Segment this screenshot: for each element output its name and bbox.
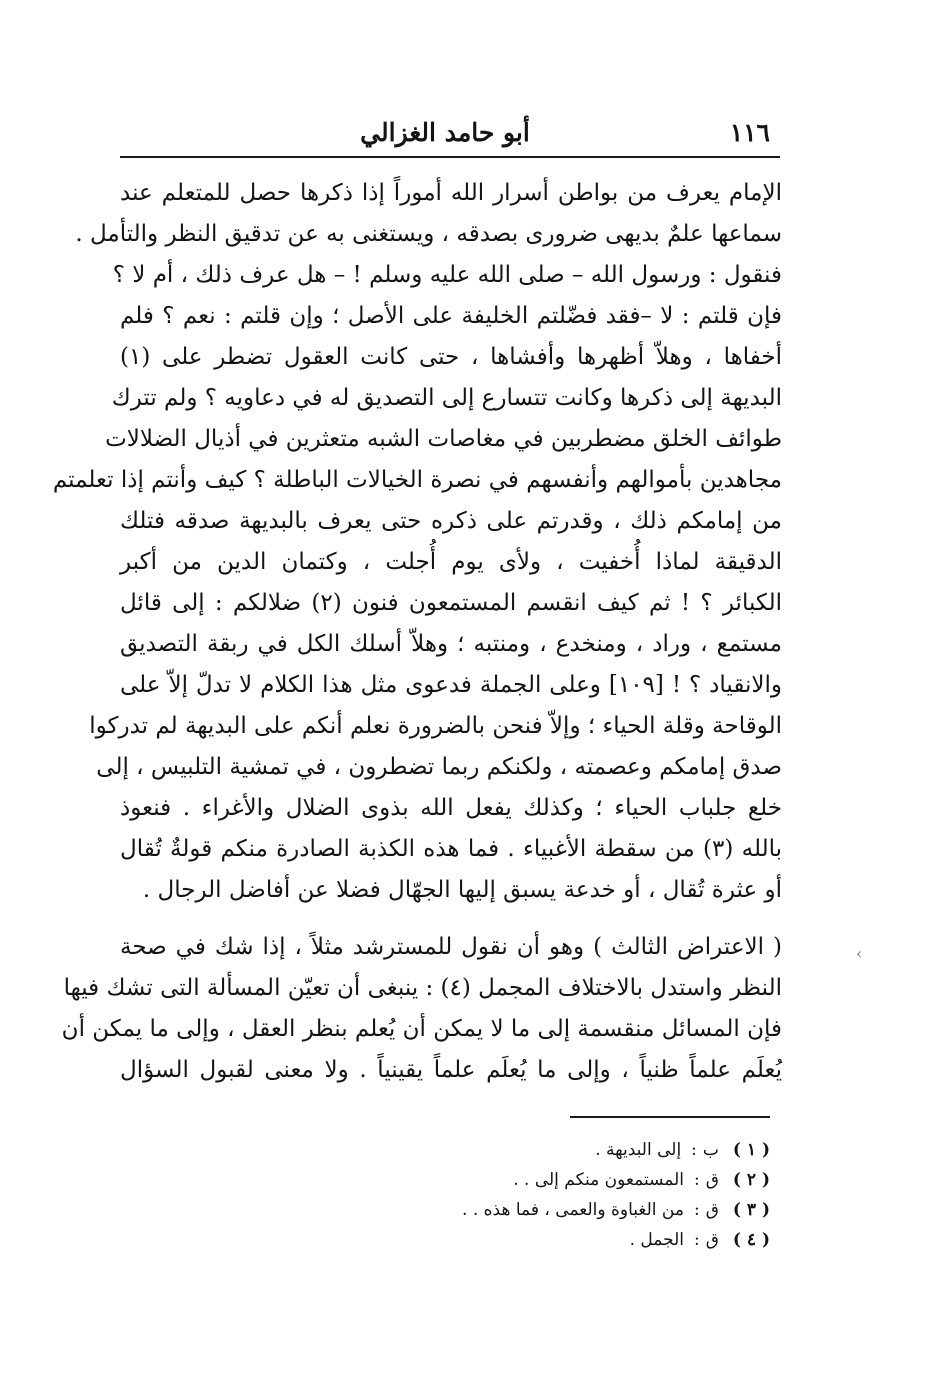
text-line: فإن قلتم : لا –فقد فضّلتم الخليفة على الأصل ؛ وإن قلتم : نعم ؟ فلم xyxy=(120,303,782,329)
text-line: خلع جلباب الحياء ؛ وكذلك يفعل الله بذوى الضلال والأغراء . فنعوذ xyxy=(120,795,782,821)
footnote-manuscript: ق xyxy=(705,1170,719,1190)
text-line: فنقول : ورسول الله – صلى الله عليه وسلم ! – هل عرف ذلك ، أم لا ؟ xyxy=(112,262,782,288)
header-rule xyxy=(120,156,780,158)
text-line: أو عثرة تُقال ، أو خدعة يسبق إليها الجهّال فضلا عن أفاضل الرجال . xyxy=(142,877,782,903)
text-line: صدق إمامكم وعصمته ، ولكنكم ربما تضطرون ، في تمشية التلبيس ، إلى xyxy=(96,754,782,780)
footnote xyxy=(300,1195,770,1225)
text-line: الدقيقة لماذا أُخفيت ، ولأى يوم أُجلت ، وكتمان الدين من أكبر xyxy=(120,549,782,575)
text-line: مجاهدين بأموالهم وأنفسهم في نصرة الخيالات الباطلة ؟ كيف وأنتم إذا تعلمتم xyxy=(52,467,782,493)
footnote-manuscript: ب xyxy=(702,1140,719,1160)
text-line: ( الاعتراض الثالث ) وهو أن نقول للمسترشد مثلاً ، إذا شك في صحة xyxy=(120,934,782,960)
running-head: أبو حامد الغزالي xyxy=(360,118,530,147)
text-line: والانقياد ؟ ! [١٠٩] وعلى الجملة فدعوى مثل هذا الكلام لا تدلّ إلاّ على xyxy=(120,672,783,698)
text-line: يُعلَم علماً ظنياً ، وإلى ما يُعلَم علماً يقينياً . ولا معنى لقبول السؤال xyxy=(120,1057,782,1083)
text-line: الكبائر ؟ ! ثم كيف انقسم المستمعون فنون (٢) ضلالكم : إلى قائل xyxy=(120,590,782,616)
margin-mark: ‹ xyxy=(856,944,863,963)
footnotes xyxy=(300,1135,770,1255)
page-header xyxy=(120,118,770,154)
footnote-separator: : xyxy=(693,1170,700,1190)
footnote-separator: : xyxy=(693,1230,700,1250)
text-line: بالله (٣) من سقطة الأغبياء . فما هذه الكذبة الصادرة منكم قولةٌ تُقال xyxy=(120,836,782,862)
text-line: طوائف الخلق مضطربين في مغاصات الشبه متعثرين في أذيال الضلالات xyxy=(105,426,782,452)
footnote-marker: ( ٢ ) xyxy=(732,1170,770,1190)
footnote xyxy=(300,1165,770,1195)
text-line: سماعها علمٌ بديهى ضرورى بصدقه ، ويستغنى به عن تدقيق النظر والتأمل . xyxy=(75,221,782,247)
footnote-text: إلى البديهة . xyxy=(595,1140,682,1160)
footnote-marker: ( ٤ ) xyxy=(732,1230,770,1250)
page-number: ١١٦ xyxy=(729,118,770,147)
text-line: فإن المسائل منقسمة إلى ما لا يمكن أن يُعلم بنظر العقل ، وإلى ما يمكن أن xyxy=(61,1016,782,1042)
text-line: من إمامكم ذلك ، وقدرتم على ذكره حتى يعرف بالبديهة صدقه فتلك xyxy=(120,508,782,534)
text-line: البديهة إلى ذكرها وكانت تتسارع إلى التصديق له في دعاويه ؟ ولم تترك xyxy=(111,385,782,411)
footnote xyxy=(300,1135,770,1165)
footnote xyxy=(300,1225,770,1255)
text-line: أخفاها ، وهلاّ أظهرها وأفشاها ، حتى كانت العقول تضطر على (١) xyxy=(120,344,782,370)
footnote-manuscript: ق xyxy=(705,1230,719,1250)
footnote-text: المستمعون منكم إلى . . xyxy=(513,1170,684,1190)
footnote-separator: : xyxy=(691,1140,697,1160)
footnote-text: من الغباوة والعمى ، فما هذه . . xyxy=(462,1200,684,1220)
text-line: الإمام يعرف من بواطن أسرار الله أموراً إذا ذكرها حصل للمتعلم عند xyxy=(120,180,783,206)
footnote-manuscript: ق xyxy=(705,1200,719,1220)
text-line: مستمع ، وراد ، ومنخدع ، ومنتبه ؛ وهلاّ أسلك الكل في ربقة التصديق xyxy=(120,631,782,657)
footnote-marker: ( ٣ ) xyxy=(732,1200,770,1220)
footnote-rule xyxy=(570,1116,770,1118)
text-line: النظر واستدل بالاختلاف المجمل (٤) : ينبغى أن تعيّن المسألة التى تشك فيها xyxy=(63,975,782,1001)
footnote-marker: ( ١ ) xyxy=(732,1140,770,1160)
footnote-separator: : xyxy=(693,1200,700,1220)
footnote-text: الجمل . xyxy=(629,1230,684,1250)
text-line: الوقاحة وقلة الحياء ؛ وإلاّ فنحن بالضرورة نعلم أنكم على البديهة لم تدركوا xyxy=(89,713,782,739)
